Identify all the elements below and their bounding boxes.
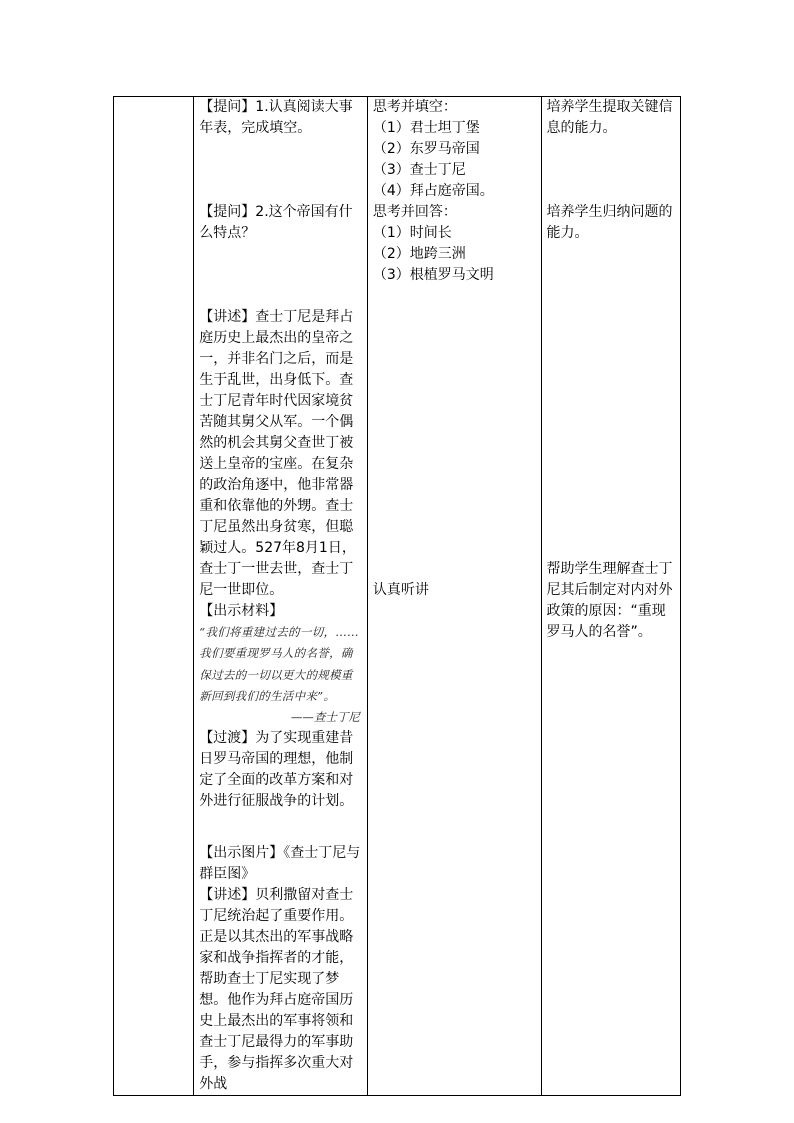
question-2: 【提问】2.这个帝国有什么特点？: [199, 204, 353, 241]
material-quote: “我们将重建过去的一切，……我们要重现罗马人的名誉，确保过去的一切以更大的规模重新回到我们的生活中来”。: [199, 625, 359, 703]
design-intent-cell: [541, 97, 681, 1096]
transition-text: 【过渡】为了实现重建昔日罗马帝国的理想，他制定了全面的改革方案和对外进行征服战争的计划。: [199, 730, 354, 810]
answer-2-item: （3）根植罗马文明: [372, 267, 494, 283]
table-row: [114, 97, 681, 1096]
answer-2-item: （1）时间长: [372, 225, 452, 241]
student-activity-cell: [367, 97, 541, 1096]
intent-1: 培养学生提取关键信息的能力。: [546, 99, 673, 136]
answer-2-heading: 思考并回答：: [372, 204, 457, 220]
picture-caption: 【出示图片】《查士丁尼与群臣图》: [199, 845, 361, 883]
answer-3: 认真听讲: [372, 582, 429, 598]
answer-1-item: （2）东罗马帝国: [372, 141, 480, 157]
intent-2: 培养学生归纳问题的能力。: [546, 204, 673, 241]
answer-1-heading: 思考并填空：: [372, 99, 457, 115]
material-attribution: ——查士丁尼: [290, 710, 360, 725]
narration-2: 【讲述】贝利撒留对查士丁尼统治起了重要作用。正是以其杰出的军事战略家和战争指挥者的才能，帮助查士丁尼实现了梦想。他作为拜占庭帝国历史上最杰出的军事将领和查士丁尼最得力的军事助手，参与指挥多次重大对外战: [199, 887, 354, 1093]
material-heading: 【出示材料】: [199, 603, 284, 619]
answer-1-item: （1）君士坦丁堡: [372, 120, 480, 136]
answer-1-item: （3）查士丁尼: [372, 162, 466, 178]
question-1: 【提问】1.认真阅读大事年表，完成填空。: [199, 99, 353, 136]
teacher-activity-cell: [194, 97, 368, 1096]
stage-cell: [114, 97, 194, 1096]
lesson-plan-table: [113, 96, 681, 1096]
narration-1: 【讲述】查士丁尼是拜占庭历史上最杰出的皇帝之一，并非名门之后，而是生于乱世，出身低下。查士丁尼青年时代因家境贫苦随其舅父从军。一个偶然的机会其舅父查世丁被送上皇帝的宝座。在复杂的政治角逐中，他非常器重和依靠他的外甥。查士丁尼虽然出身贫寒，但聪颖过人。527年8月1日，查士丁一世去世，查士丁尼一世即位。: [199, 309, 356, 598]
answer-2-item: （2）地跨三洲: [372, 246, 466, 262]
intent-3: 帮助学生理解查士丁尼其后制定对内对外政策的原因：“重现罗马人的名誉”。: [546, 561, 673, 640]
answer-1-item: （4）拜占庭帝国。: [372, 183, 494, 199]
